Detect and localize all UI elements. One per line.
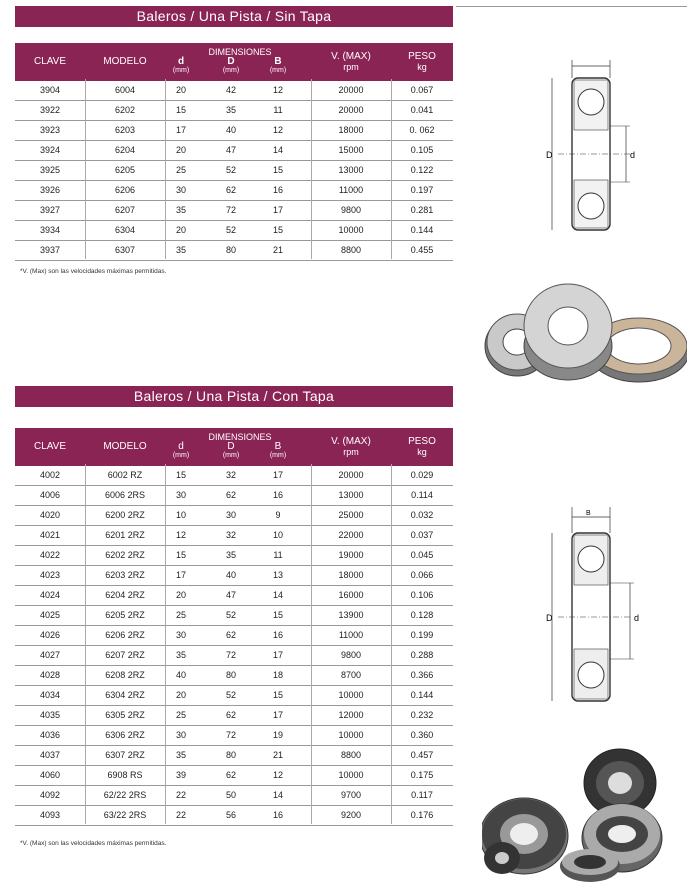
B-cell: 13 (272, 570, 283, 580)
d-cell: 25 (175, 165, 186, 175)
table-row (15, 141, 453, 161)
B-cell: 21 (272, 245, 283, 255)
d-cell: 22 (175, 790, 186, 800)
d-cell: 30 (175, 730, 186, 740)
B-cell: 17 (272, 710, 283, 720)
clave-cell: 4092 (39, 790, 61, 800)
B-cell: 12 (272, 85, 283, 95)
B-cell: 18 (272, 670, 283, 680)
diagram-label-D: D (546, 150, 553, 160)
open-bearings-photo (482, 274, 687, 384)
d-cell: 30 (175, 490, 186, 500)
header-D: D (mm) (222, 56, 240, 74)
D-cell: 35 (225, 105, 236, 115)
B-cell: 16 (272, 490, 283, 500)
B-cell: 17 (272, 205, 283, 215)
clave-cell: 4002 (39, 470, 61, 480)
clave-cell: 3927 (39, 205, 61, 215)
vmax-cell: 18000 (338, 125, 364, 135)
vmax-cell: 18000 (338, 570, 364, 580)
table-row (15, 646, 453, 666)
peso-cell: 0.066 (410, 570, 434, 580)
header-vmax: V. (MAX) rpm (331, 436, 371, 457)
B-cell: 11 (273, 550, 283, 560)
header-D: D (mm) (222, 441, 240, 459)
vmax-cell: 15000 (338, 145, 364, 155)
B-cell: 15 (272, 690, 283, 700)
d-cell: 20 (175, 690, 186, 700)
vmax-cell: 10000 (338, 690, 364, 700)
d-cell: 40 (175, 670, 186, 680)
vmax-cell: 20000 (338, 470, 364, 480)
table-row (15, 746, 453, 766)
B-cell: 16 (272, 810, 283, 820)
B-cell: 17 (272, 470, 283, 480)
footnote-con-tapa: *V. (Max) son las velocidades máximas permitidas. (20, 840, 167, 847)
D-cell: 50 (225, 790, 236, 800)
peso-cell: 0.037 (410, 530, 434, 540)
table-row (15, 486, 453, 506)
table-row (15, 161, 453, 181)
clave-cell: 4006 (39, 490, 61, 500)
diagram-label-d: d (630, 150, 636, 160)
table-row (15, 79, 453, 101)
column-divider (311, 79, 312, 259)
D-cell: 52 (225, 225, 236, 235)
header-dimensiones: DIMENSIONES (208, 47, 272, 57)
D-cell: 52 (225, 690, 236, 700)
table-row (15, 546, 453, 566)
d-cell: 20 (175, 145, 186, 155)
column-divider (85, 464, 86, 824)
vmax-cell: 10000 (338, 730, 364, 740)
d-cell: 15 (175, 550, 186, 560)
peso-cell: 0.045 (410, 550, 434, 560)
d-cell: 30 (175, 630, 186, 640)
D-cell: 35 (225, 550, 236, 560)
d-cell: 35 (175, 750, 186, 760)
modelo-cell: 6202 (114, 105, 136, 115)
B-cell: 15 (272, 225, 283, 235)
modelo-cell: 6002 RZ (107, 470, 143, 480)
clave-cell: 4093 (39, 810, 61, 820)
table-body (15, 79, 453, 261)
clave-cell: 4025 (39, 610, 61, 620)
B-cell: 14 (272, 145, 283, 155)
peso-cell: 0.105 (410, 145, 434, 155)
peso-cell: 0.288 (410, 650, 434, 660)
clave-cell: 4026 (39, 630, 61, 640)
table-row (15, 526, 453, 546)
column-divider (391, 464, 392, 824)
vmax-cell: 19000 (338, 550, 364, 560)
peso-cell: 0.176 (410, 810, 434, 820)
modelo-cell: 6203 2RZ (105, 570, 145, 580)
table-row (15, 181, 453, 201)
vmax-cell: 25000 (338, 510, 364, 520)
modelo-cell: 6202 2RZ (105, 550, 145, 560)
modelo-cell: 6304 (114, 225, 136, 235)
vmax-cell: 9800 (340, 205, 362, 215)
table-row (15, 606, 453, 626)
B-cell: 11 (273, 105, 283, 115)
d-cell: 17 (175, 125, 186, 135)
D-cell: 72 (225, 730, 236, 740)
table-row (15, 726, 453, 746)
clave-cell: 3923 (39, 125, 61, 135)
peso-cell: 0.232 (410, 710, 434, 720)
vmax-cell: 10000 (338, 225, 364, 235)
D-cell: 56 (225, 810, 236, 820)
vmax-cell: 9200 (340, 810, 362, 820)
vmax-cell: 16000 (338, 590, 364, 600)
clave-cell: 4020 (39, 510, 61, 520)
vmax-cell: 8700 (340, 670, 362, 680)
header-modelo: MODELO (103, 56, 147, 67)
peso-cell: 0.106 (410, 590, 434, 600)
D-cell: 42 (225, 85, 236, 95)
clave-cell: 4035 (39, 710, 61, 720)
modelo-cell: 6204 2RZ (105, 590, 145, 600)
modelo-cell: 6006 2RS (104, 490, 146, 500)
peso-cell: 0.041 (410, 105, 434, 115)
d-cell: 10 (175, 510, 186, 520)
clave-cell: 4022 (39, 550, 61, 560)
clave-cell: 4036 (39, 730, 61, 740)
vmax-cell: 8800 (340, 245, 362, 255)
D-cell: 47 (225, 145, 236, 155)
D-cell: 80 (225, 750, 236, 760)
D-cell: 62 (225, 710, 236, 720)
table-row (15, 241, 453, 261)
peso-cell: 0.281 (410, 205, 434, 215)
header-vmax: V. (MAX) rpm (331, 51, 371, 72)
vmax-cell: 8800 (340, 750, 362, 760)
clave-cell: 4027 (39, 650, 61, 660)
modelo-cell: 6206 2RZ (105, 630, 145, 640)
table-header (15, 43, 453, 79)
peso-cell: 0.029 (410, 470, 434, 480)
modelo-cell: 6206 (114, 185, 136, 195)
header-B: B (mm) (269, 441, 287, 459)
B-cell: 15 (272, 165, 283, 175)
D-cell: 72 (225, 205, 236, 215)
D-cell: 30 (225, 510, 236, 520)
peso-cell: 0.455 (410, 245, 434, 255)
d-cell: 25 (175, 710, 186, 720)
d-cell: 20 (175, 225, 186, 235)
table-row (15, 101, 453, 121)
d-cell: 15 (175, 105, 186, 115)
peso-cell: 0.128 (410, 610, 434, 620)
modelo-cell: 6304 2RZ (105, 690, 145, 700)
d-cell: 22 (175, 810, 186, 820)
clave-cell: 4021 (39, 530, 61, 540)
D-cell: 80 (225, 670, 236, 680)
modelo-cell: 6004 (114, 85, 136, 95)
vmax-cell: 11000 (338, 630, 364, 640)
table-row (15, 201, 453, 221)
peso-cell: 0.366 (410, 670, 434, 680)
peso-cell: 0.144 (410, 690, 434, 700)
B-cell: 10 (272, 530, 283, 540)
d-cell: 39 (175, 770, 186, 780)
table-row (15, 464, 453, 486)
vmax-cell: 20000 (338, 85, 364, 95)
vmax-cell: 20000 (338, 105, 364, 115)
modelo-cell: 6205 (114, 165, 136, 175)
header-peso: PESO kg (408, 51, 436, 72)
modelo-cell: 6201 2RZ (105, 530, 145, 540)
sealed-bearings-photo (482, 748, 687, 882)
clave-cell: 3924 (39, 145, 61, 155)
section-title-con-tapa: Baleros / Una Pista / Con Tapa (15, 386, 453, 407)
D-cell: 32 (225, 530, 236, 540)
D-cell: 72 (225, 650, 236, 660)
peso-cell: 0.114 (411, 490, 433, 500)
B-cell: 15 (272, 610, 283, 620)
header-d: d (mm) (172, 56, 190, 74)
clave-cell: 4037 (39, 750, 61, 760)
B-cell: 14 (272, 790, 283, 800)
table-row (15, 806, 453, 826)
D-cell: 40 (225, 570, 236, 580)
d-cell: 12 (175, 530, 186, 540)
peso-cell: 0.067 (410, 85, 434, 95)
B-cell: 17 (272, 650, 283, 660)
modelo-cell: 6208 2RZ (105, 670, 145, 680)
modelo-cell: 62/22 2RS (103, 790, 147, 800)
table-row (15, 221, 453, 241)
header-clave: CLAVE (33, 56, 67, 67)
clave-cell: 4023 (39, 570, 61, 580)
vmax-cell: 10000 (338, 770, 364, 780)
table-row (15, 566, 453, 586)
diagram-label-d: d (634, 613, 640, 623)
column-divider (311, 464, 312, 824)
table-row (15, 121, 453, 141)
header-dimensiones: DIMENSIONES (208, 432, 272, 442)
modelo-cell: 6203 (114, 125, 136, 135)
column-divider (165, 79, 166, 259)
peso-cell: 0.199 (410, 630, 434, 640)
modelo-cell: 6307 2RZ (105, 750, 145, 760)
B-cell: 9 (275, 510, 281, 520)
table-row (15, 506, 453, 526)
sealed-bearing-cross-section-diagram (538, 505, 648, 705)
vmax-cell: 13000 (338, 490, 364, 500)
header-clave: CLAVE (33, 441, 67, 452)
table-row (15, 766, 453, 786)
table-row (15, 666, 453, 686)
vmax-cell: 9800 (340, 650, 362, 660)
column-divider (165, 464, 166, 824)
clave-cell: 4034 (39, 690, 61, 700)
diagram-label-B: B (586, 510, 591, 517)
peso-cell: 0.117 (411, 790, 433, 800)
modelo-cell: 6207 2RZ (105, 650, 145, 660)
bearing-table-sin-tapa (15, 43, 453, 261)
modelo-cell: 6306 2RZ (105, 730, 145, 740)
table-row (15, 586, 453, 606)
table-body (15, 464, 453, 826)
B-cell: 16 (272, 185, 283, 195)
D-cell: 62 (225, 770, 236, 780)
vmax-cell: 12000 (338, 710, 364, 720)
header-d: d (mm) (172, 441, 190, 459)
B-cell: 12 (272, 770, 283, 780)
D-cell: 62 (225, 630, 236, 640)
peso-cell: 0.457 (410, 750, 434, 760)
clave-cell: 4028 (39, 670, 61, 680)
table-header (15, 428, 453, 464)
D-cell: 80 (225, 245, 236, 255)
vmax-cell: 9700 (340, 790, 362, 800)
clave-cell: 4060 (39, 770, 61, 780)
column-divider (391, 79, 392, 259)
modelo-cell: 63/22 2RS (103, 810, 147, 820)
section-title-sin-tapa: Baleros / Una Pista / Sin Tapa (15, 6, 453, 27)
peso-cell: 0.360 (410, 730, 434, 740)
D-cell: 52 (225, 610, 236, 620)
bearing-table-con-tapa (15, 428, 453, 826)
clave-cell: 3922 (39, 105, 61, 115)
D-cell: 62 (225, 185, 236, 195)
clave-cell: 3925 (39, 165, 61, 175)
clave-cell: 3926 (39, 185, 61, 195)
B-cell: 21 (272, 750, 283, 760)
B-cell: 12 (272, 125, 283, 135)
peso-cell: 0.175 (410, 770, 434, 780)
peso-cell: 0.144 (410, 225, 434, 235)
peso-cell: 0.122 (410, 165, 434, 175)
d-cell: 20 (175, 85, 186, 95)
modelo-cell: 6200 2RZ (105, 510, 145, 520)
D-cell: 40 (225, 125, 236, 135)
table-row (15, 626, 453, 646)
table-row (15, 686, 453, 706)
d-cell: 17 (175, 570, 186, 580)
D-cell: 52 (225, 165, 236, 175)
peso-cell: 0. 062 (409, 125, 435, 135)
clave-cell: 3934 (39, 225, 61, 235)
modelo-cell: 6207 (114, 205, 136, 215)
vmax-cell: 13900 (338, 610, 364, 620)
B-cell: 19 (272, 730, 283, 740)
B-cell: 14 (272, 590, 283, 600)
header-modelo: MODELO (103, 441, 147, 452)
d-cell: 25 (175, 610, 186, 620)
clave-cell: 3904 (39, 85, 61, 95)
header-peso: PESO kg (408, 436, 436, 457)
d-cell: 35 (175, 245, 186, 255)
header-B: B (mm) (269, 56, 287, 74)
d-cell: 30 (175, 185, 186, 195)
peso-cell: 0.032 (410, 510, 434, 520)
modelo-cell: 6908 RS (107, 770, 143, 780)
modelo-cell: 6307 (114, 245, 136, 255)
diagram-label-D: D (546, 613, 553, 623)
d-cell: 35 (175, 205, 186, 215)
vmax-cell: 11000 (338, 185, 364, 195)
d-cell: 35 (175, 650, 186, 660)
modelo-cell: 6205 2RZ (105, 610, 145, 620)
peso-cell: 0.197 (410, 185, 434, 195)
D-cell: 47 (225, 590, 236, 600)
modelo-cell: 6204 (114, 145, 136, 155)
D-cell: 62 (225, 490, 236, 500)
clave-cell: 4024 (39, 590, 61, 600)
vmax-cell: 22000 (338, 530, 364, 540)
column-divider (85, 79, 86, 259)
d-cell: 20 (175, 590, 186, 600)
clave-cell: 3937 (39, 245, 61, 255)
vmax-cell: 13000 (338, 165, 364, 175)
modelo-cell: 6305 2RZ (105, 710, 145, 720)
table-row (15, 786, 453, 806)
D-cell: 32 (225, 470, 236, 480)
B-cell: 16 (272, 630, 283, 640)
footnote-sin-tapa: *V. (Max) son las velocidades máximas permitidas. (20, 268, 167, 275)
table-row (15, 706, 453, 726)
bearing-cross-section-diagram (538, 58, 648, 236)
d-cell: 15 (175, 470, 186, 480)
top-rule (456, 6, 687, 7)
